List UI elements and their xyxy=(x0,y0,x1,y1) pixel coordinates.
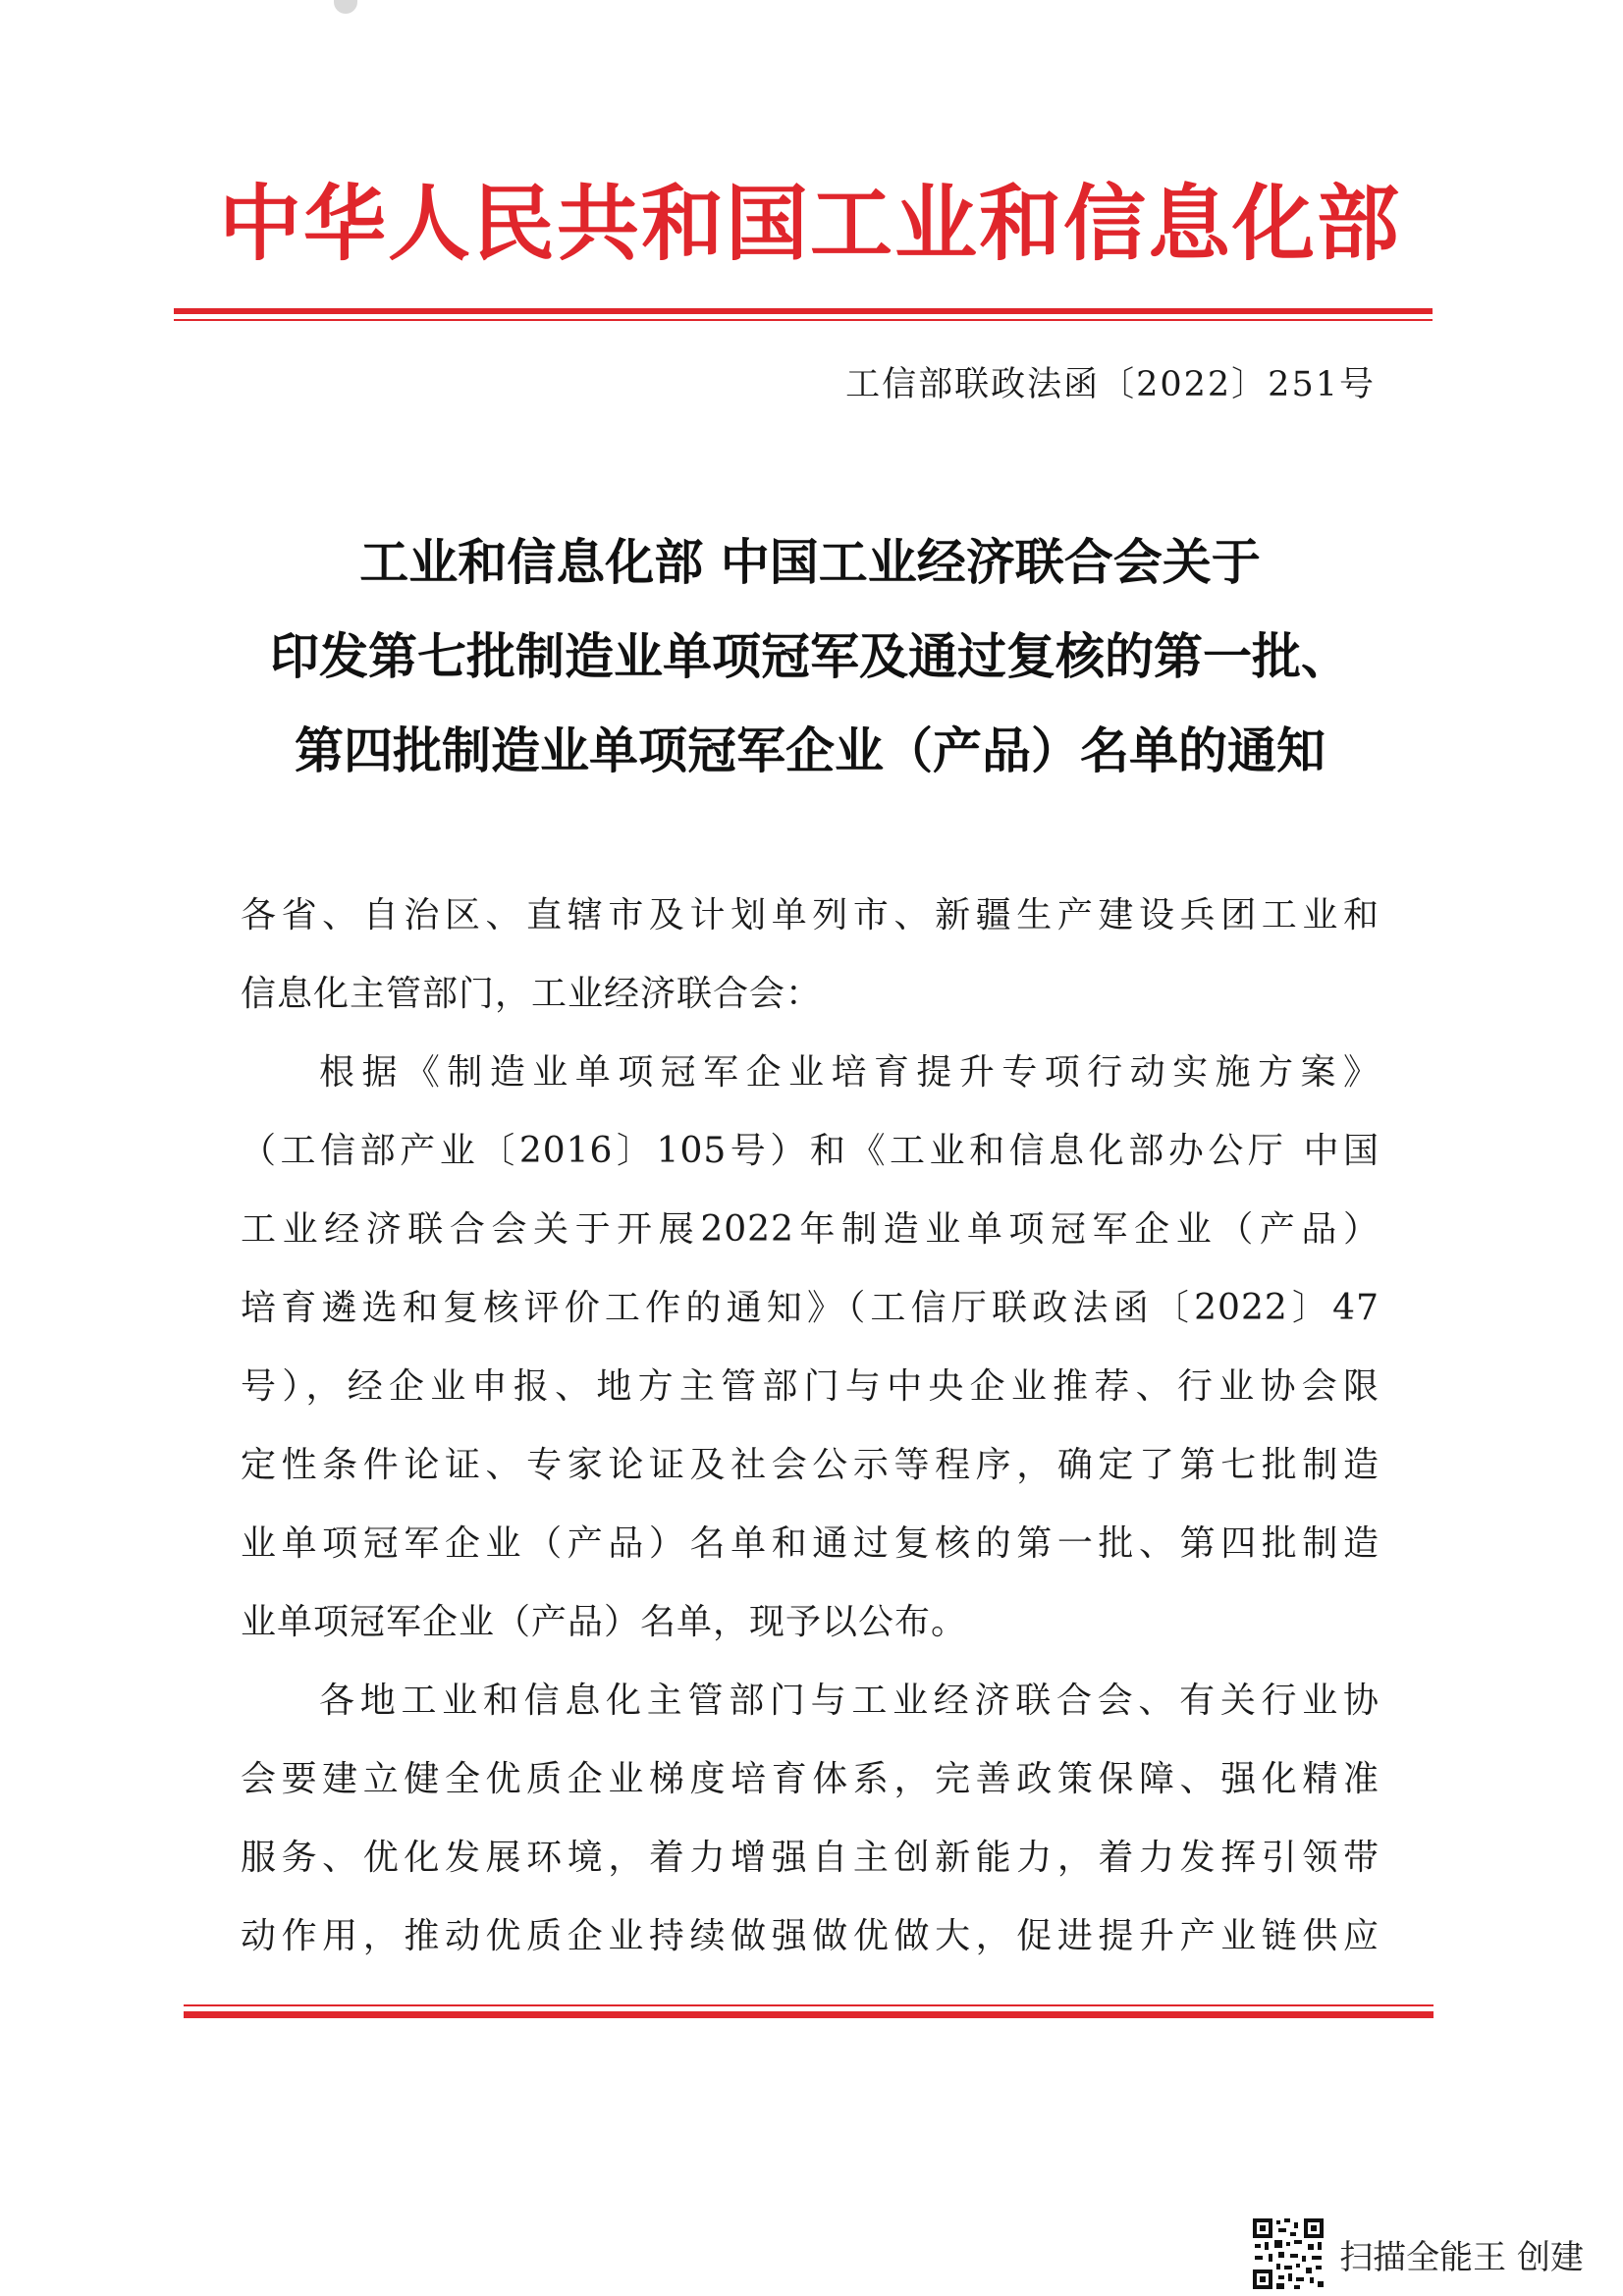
document-number: 工信部联政法函〔2022〕251号 xyxy=(845,365,1376,404)
rule-thin-line xyxy=(174,319,1433,321)
body-line: 服务、优化发展环境，着力增强自主创新能力，着力发挥引领带 xyxy=(241,1838,1380,1878)
document-title xyxy=(196,515,1424,798)
title-line: 第四批制造业单项冠军企业（产品）名单的通知 xyxy=(295,722,1325,779)
watermark-label: 扫描全能王 创建 xyxy=(1339,2237,1584,2277)
body-line: 动作用，推动优质企业持续做强做优做大，促进提升产业链供应 xyxy=(241,1916,1380,1956)
masthead: 中华人民共和国工业和信息化部 xyxy=(218,176,1401,272)
scan-artifact xyxy=(334,0,357,14)
document-body xyxy=(241,877,1380,1976)
scanner-watermark xyxy=(1251,2216,1584,2291)
title-line: 印发第七批制造业单项冠军及通过复核的第一批、 xyxy=(270,628,1350,685)
body-line: 定性条件论证、专家论证及社会公示等程序，确定了第七批制造 xyxy=(241,1445,1380,1485)
rule-thick-line xyxy=(174,308,1433,314)
body-line-addressee: 各省、自治区、直辖市及计划单列市、新疆生产建设兵团工业和 xyxy=(241,895,1380,935)
footer-rule xyxy=(184,2004,1434,2018)
body-line: 会要建立健全优质企业梯度培育体系，完善政策保障、强化精准 xyxy=(241,1759,1380,1799)
body-line-addressee: 信息化主管部门，工业经济联合会： xyxy=(241,974,823,1014)
body-line: 号），经企业申报、地方主管部门与中央企业推荐、行业协会限 xyxy=(241,1366,1380,1407)
body-line: 各地工业和信息化主管部门与工业经济联合会、有关行业协 xyxy=(319,1681,1380,1721)
body-line: 业单项冠军企业（产品）名单和通过复核的第一批、第四批制造 xyxy=(241,1523,1380,1564)
qr-code-icon xyxy=(1251,2216,1325,2291)
rule-thick-line xyxy=(184,2011,1434,2018)
title-line: 工业和信息化部 中国工业经济联合会关于 xyxy=(359,534,1261,591)
body-line: 根据《制造业单项冠军企业培育提升专项行动实施方案》 xyxy=(319,1052,1380,1093)
body-line: 工业经济联合会关于开展2022年制造业单项冠军企业（产品） xyxy=(241,1209,1380,1250)
body-line: （工信部产业〔2016〕105号）和《工业和信息化部办公厅 中国 xyxy=(241,1131,1380,1171)
body-line: 培育遴选和复核评价工作的通知》（工信厅联政法函〔2022〕47 xyxy=(241,1288,1380,1328)
body-line: 业单项冠军企业（产品）名单，现予以公布。 xyxy=(241,1602,968,1642)
rule-thin-line xyxy=(184,2004,1434,2006)
